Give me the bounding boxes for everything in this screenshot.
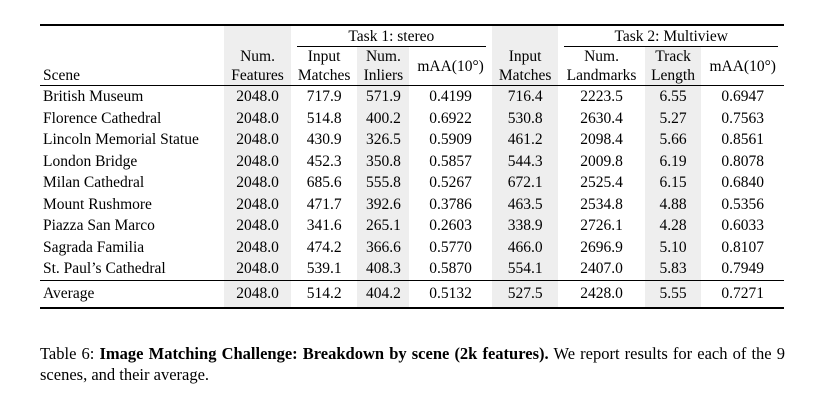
table-row xyxy=(40,237,784,259)
value-cell: 326.5 xyxy=(357,129,409,151)
value-cell: 530.8 xyxy=(492,108,559,130)
table-row xyxy=(40,194,784,216)
value-cell: 2048.0 xyxy=(224,215,291,237)
scene-name-cell: Mount Rushmore xyxy=(43,195,152,213)
value-cell: 0.5857 xyxy=(429,152,472,170)
value-cell: 2048.0 xyxy=(224,129,291,151)
col-t1-num-inliers-2: Inliers xyxy=(357,66,409,86)
table-row xyxy=(40,86,784,108)
value-cell: 2048.0 xyxy=(224,194,291,216)
value-cell: 2696.9 xyxy=(580,238,623,256)
value-cell: 463.5 xyxy=(492,194,559,216)
header-row-1 xyxy=(40,47,784,66)
value-cell: 265.1 xyxy=(357,215,409,237)
results-table xyxy=(40,24,784,309)
value-cell: 6.15 xyxy=(645,172,702,194)
value-cell: 0.5909 xyxy=(429,131,472,149)
caption-title: Image Matching Challenge: Breakdown by scene (2k features). xyxy=(99,344,549,363)
value-cell: 2407.0 xyxy=(580,260,623,278)
scene-name-cell: Piazza San Marco xyxy=(43,217,155,235)
col-t1-input-matches: Input xyxy=(307,48,341,65)
col-t1-input-matches-2: Matches xyxy=(297,67,351,84)
table-row xyxy=(40,258,784,280)
table-row xyxy=(40,108,784,130)
value-cell: 2525.4 xyxy=(580,174,623,192)
value-cell: 2048.0 xyxy=(224,281,291,308)
table-caption xyxy=(40,343,785,385)
col-t2-num-landmarks: Num. xyxy=(584,48,619,65)
value-cell: 0.4199 xyxy=(429,88,472,106)
scene-name-cell: Florence Cathedral xyxy=(43,109,162,127)
caption-text: We report results for each of the 9 scenes, and their average. xyxy=(40,344,785,384)
scene-name-cell: Lincoln Memorial Statue xyxy=(43,131,199,149)
col-t2-maa: mAA(10°) xyxy=(709,57,776,75)
value-cell: 2048.0 xyxy=(224,108,291,130)
value-cell: 404.2 xyxy=(357,281,409,308)
value-cell: 2009.8 xyxy=(580,152,623,170)
value-cell: 400.2 xyxy=(357,108,409,130)
value-cell: 0.3786 xyxy=(429,195,472,213)
value-cell: 2048.0 xyxy=(224,172,291,194)
value-cell: 5.83 xyxy=(645,258,702,280)
value-cell: 6.19 xyxy=(645,151,702,173)
value-cell: 0.5770 xyxy=(429,238,472,256)
table-row xyxy=(40,129,784,151)
value-cell: 717.9 xyxy=(306,88,342,106)
col-num-features-2: Features xyxy=(224,66,291,86)
value-cell: 4.88 xyxy=(645,194,702,216)
value-cell: 2428.0 xyxy=(580,285,623,302)
value-cell: 544.3 xyxy=(492,151,559,173)
col-num-features: Num. xyxy=(224,47,291,66)
value-cell: 466.0 xyxy=(492,237,559,259)
value-cell: 350.8 xyxy=(357,151,409,173)
value-cell: 0.6922 xyxy=(429,109,472,127)
value-cell: 554.1 xyxy=(492,258,559,280)
table-row xyxy=(40,172,784,194)
col-t2-input-matches: Input xyxy=(492,47,559,66)
task1-title: Task 1: stereo xyxy=(291,26,492,47)
scene-name-cell: Sagrada Familia xyxy=(43,238,145,256)
col-t2-track-length-2: Length xyxy=(645,66,702,86)
value-cell: 5.66 xyxy=(645,129,702,151)
scene-name-cell: St. Paul’s Cathedral xyxy=(43,260,166,278)
col-scene: Scene xyxy=(43,67,81,84)
value-cell: 4.28 xyxy=(645,215,702,237)
value-cell: 685.6 xyxy=(306,174,342,192)
value-cell: 571.9 xyxy=(357,86,409,108)
value-cell: 0.7271 xyxy=(721,285,765,302)
table-row xyxy=(40,151,784,173)
value-cell: 0.2603 xyxy=(429,217,472,235)
col-t2-track-length: Track xyxy=(645,47,702,66)
scene-name-cell: British Museum xyxy=(43,88,144,106)
value-cell: 408.3 xyxy=(357,258,409,280)
value-cell: 338.9 xyxy=(492,215,559,237)
value-cell: 392.6 xyxy=(357,194,409,216)
value-cell: 514.8 xyxy=(306,109,342,127)
scene-name-cell: London Bridge xyxy=(43,152,138,170)
caption-label: Table 6: xyxy=(40,344,95,363)
value-cell: 5.27 xyxy=(645,108,702,130)
value-cell: 0.6840 xyxy=(721,174,765,192)
value-cell: 5.55 xyxy=(645,281,702,308)
scene-name-cell: Average xyxy=(43,285,95,302)
value-cell: 0.5356 xyxy=(721,195,765,213)
value-cell: 474.2 xyxy=(306,238,342,256)
table-row xyxy=(40,215,784,237)
value-cell: 2534.8 xyxy=(580,195,623,213)
value-cell: 672.1 xyxy=(492,172,559,194)
value-cell: 366.6 xyxy=(357,237,409,259)
value-cell: 527.5 xyxy=(492,281,559,308)
value-cell: 0.8561 xyxy=(721,131,765,149)
value-cell: 430.9 xyxy=(306,131,342,149)
average-row xyxy=(40,281,784,308)
value-cell: 2048.0 xyxy=(224,151,291,173)
value-cell: 2630.4 xyxy=(580,109,623,127)
value-cell: 5.10 xyxy=(645,237,702,259)
value-cell: 0.6033 xyxy=(721,217,765,235)
value-cell: 0.5870 xyxy=(429,260,472,278)
task-header-row xyxy=(40,26,784,47)
task2-title: Task 2: Multiview xyxy=(558,26,784,47)
value-cell: 0.5132 xyxy=(429,285,472,302)
value-cell: 471.7 xyxy=(306,195,342,213)
value-cell: 0.5267 xyxy=(429,174,472,192)
value-cell: 2098.4 xyxy=(580,131,623,149)
value-cell: 0.6947 xyxy=(721,88,765,106)
col-t1-num-inliers: Num. xyxy=(357,47,409,66)
value-cell: 539.1 xyxy=(306,260,342,278)
value-cell: 2048.0 xyxy=(224,237,291,259)
col-t2-num-landmarks-2: Landmarks xyxy=(566,67,637,84)
value-cell: 0.7949 xyxy=(721,260,765,278)
col-t1-maa: mAA(10°) xyxy=(417,57,484,75)
value-cell: 0.7563 xyxy=(721,109,765,127)
value-cell: 0.8078 xyxy=(721,152,765,170)
value-cell: 452.3 xyxy=(306,152,342,170)
value-cell: 555.8 xyxy=(357,172,409,194)
value-cell: 2048.0 xyxy=(224,258,291,280)
value-cell: 2726.1 xyxy=(580,217,623,235)
value-cell: 2223.5 xyxy=(580,88,623,106)
value-cell: 2048.0 xyxy=(224,86,291,108)
value-cell: 6.55 xyxy=(645,86,702,108)
value-cell: 461.2 xyxy=(492,129,559,151)
value-cell: 514.2 xyxy=(306,285,342,302)
value-cell: 716.4 xyxy=(492,86,559,108)
value-cell: 0.8107 xyxy=(721,238,765,256)
col-t2-input-matches-2: Matches xyxy=(492,66,559,86)
scene-name-cell: Milan Cathedral xyxy=(43,174,145,192)
value-cell: 341.6 xyxy=(306,217,342,235)
